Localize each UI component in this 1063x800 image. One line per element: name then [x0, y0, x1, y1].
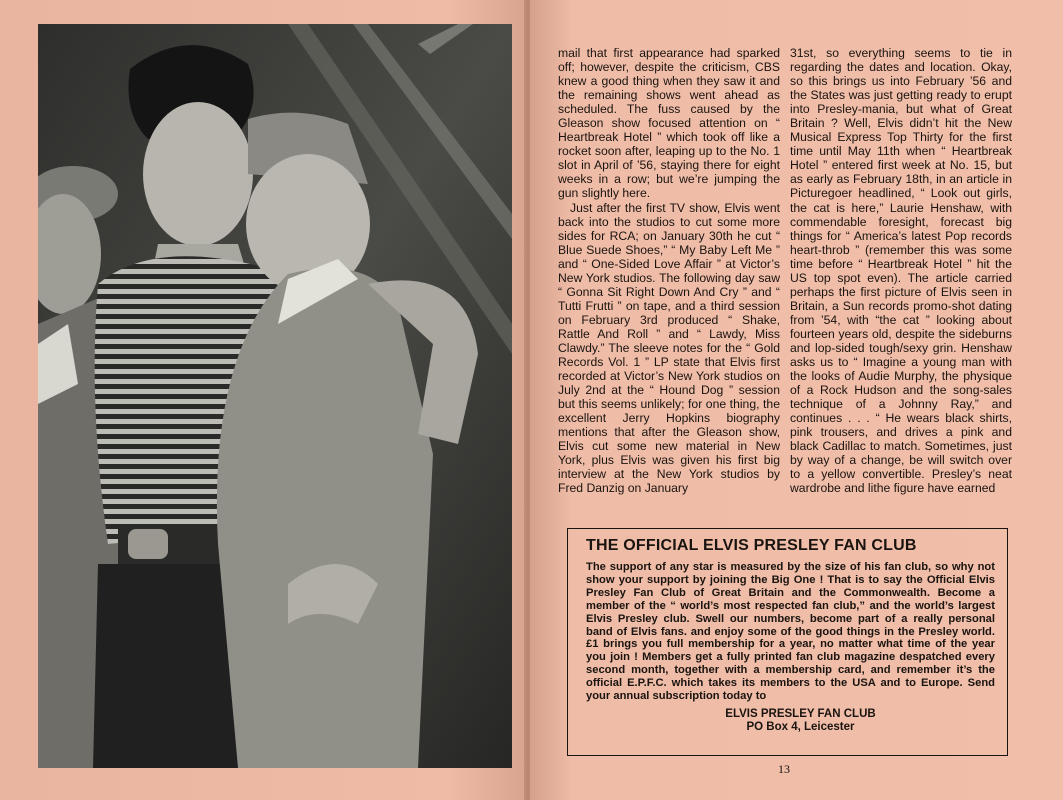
- article-paragraph: Just after the first TV show, Elvis went back into the studios to cut some more sides for RCA; on January 30th he cut “ Blue Suede Shoes,” “ My Baby Left Me ” and “ One-Sided Love Affair ” at Victor’s New York studios. The following day saw “ Gonna Sit Right Down And Cry ” and “ Tutti Frutti ” on tape, and a third session on February 3rd produced “ Shake, Rattle And Roll ” and “ Lawdy, Miss Clawdy.” The sleeve notes for the “ Gold Records Vol. 1 ” LP state that Elvis first recorded at Victor’s New York studios on July 2nd at the “ Hound Dog ” session but this seems unlikely; for one thing, the excellent Jerry Hopkins biography mentions that after the Gleason show, Elvis cut some new material in New York, plus Elvis was given his first big interview at the New York studios by Fred Danzig on January: [558, 200, 780, 496]
- ad-address-line: PO Box 4, Leicester: [746, 720, 855, 733]
- ad-body: The support of any star is measured by the size of his fan club, so why not show your support by joining the Big One ! That is to say the Official Elvis Presley Fan Club of Great Britain and the Commonwealth. Become a member of the “ world’s most respected fan club,” and the world’s largest Elvis Presley club. Swell our numbers, become part of a really personal band of Elvis fans. and enjoy some of the good things in the Presley world. £1 brings you full membership for a year, no matter what time of the year you join ! Members get a fully printed fan club magazine despatched every second month, together with a membership card, and remember it’s the official E.P.F.C. which takes its members to the USA and to Europe. Send your annual subscription today to: [586, 561, 995, 703]
- page-number: 13: [778, 762, 790, 776]
- fan-club-advert: [567, 528, 1008, 756]
- left-page: [0, 0, 526, 800]
- article-column-1: [558, 46, 780, 496]
- ad-address-line: ELVIS PRESLEY FAN CLUB: [725, 707, 876, 720]
- ad-address: [586, 708, 995, 734]
- photo-elvis-with-stewardesses: [38, 24, 512, 768]
- article-column-2: [790, 46, 1012, 496]
- article-paragraph: 31st, so everything seems to tie in regarding the dates and location. Okay, so this brings us into February ’56 and the States was just getting ready to erupt into Presley-mania, but what of Great Britain ? Well, Elvis didn’t hit the New Musical Express Top Thirty for the first time until May 11th when “ Heartbreak Hotel ” entered first week at No. 15, but as early as February 18th, in an article in Picturegoer headlined, “ Look out girls, the cat is here,” Laurie Henshaw, with commendable foresight, forecast big things for “ America’s latest Pop records heart-throb ” (remember this was some time before “ Heartbreak Hotel ” hit the US top spot even). The article carried perhaps the first picture of Elvis seen in Britain, a Sun records promo-shot dating from ’54, with “the cat ” looking about fourteen years old, despite the sideburns and lop-sided tough/sexy grin. Henshaw asks us to “ Imagine a young man with the looks of Audie Murphy, the physique of a Rock Hudson and the song-sales technique of a Johnny Ray,” and continues . . . “ He wears black shirts, pink trousers, and drives a pink and black Cadillac to match. Sometimes, just by way of a change, be will switch over to a yellow convertible. Presley’s neat wardrobe and lithe figure have earned: [790, 46, 1012, 496]
- ad-title: THE OFFICIAL ELVIS PRESLEY FAN CLUB: [586, 537, 917, 554]
- article-paragraph: mail that first appearance had sparked off; however, despite the criticism, CBS knew a good thing when they saw it and the remaining shows went ahead as scheduled. The fuss caused by the Gleason show focused attention on “ Heartbreak Hotel ” which took off like a rocket soon after, leaping up to the No. 1 slot in April of ’56, staying there for eight weeks in a row; but we’re jumping the gun slightly here.: [558, 46, 780, 201]
